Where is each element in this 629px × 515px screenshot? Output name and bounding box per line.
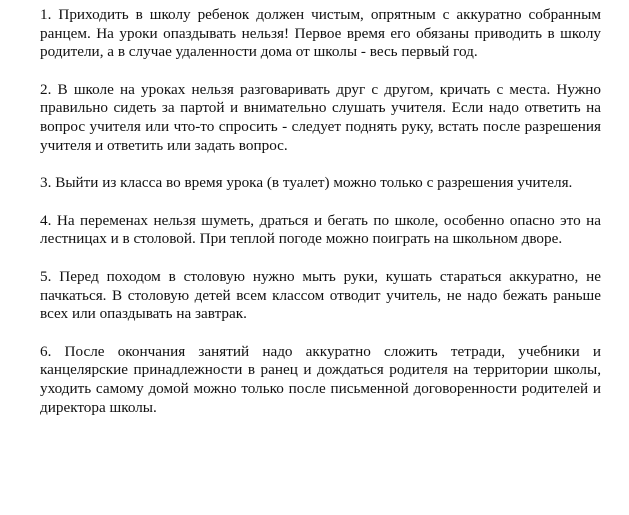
rule-paragraph-5: 5. Перед походом в столовую нужно мыть руки, кушать стараться аккуратно, не пачкаться. В столовую детей всем классом отводит учитель, не надо бежать раньше всех или опаздывать на завтрак. [40, 267, 601, 323]
rule-paragraph-6: 6. После окончания занятий надо аккуратно сложить тетради, учебники и канцелярские принадлежности в ранец и дождаться родителя на территории школы, уходить самому домой можно только после письменной договоренности родителей и директора школы. [40, 342, 601, 416]
rule-paragraph-3: 3. Выйти из класса во время урока (в туалет) можно только с разрешения учителя. [40, 174, 573, 192]
rule-paragraph-1: 1. Приходить в школу ребенок должен чистым, опрятным с аккуратно собранным ранцем. На уроки опаздывать нельзя! Первое время его обязаны приводить в школу родители, а в случае удаленности дома от школы - весь первый год. [40, 6, 601, 61]
rule-paragraph-4: 4. На переменах нельзя шуметь, драться и бегать по школе, особенно опасно это на лестницах и в столовой. При теплой погоде можно поиграть на школьном дворе. [40, 211, 601, 248]
document-body [40, 6, 601, 417]
rule-paragraph-2: 2. В школе на уроках нельзя разговаривать друг с другом, кричать с места. Нужно правильно сидеть за партой и внимательно слушать учителя. Если надо ответить на вопрос учителя или что-то спросить - следует поднять руку, встать после разрешения учителя и ответить или задать вопрос. [40, 80, 601, 154]
